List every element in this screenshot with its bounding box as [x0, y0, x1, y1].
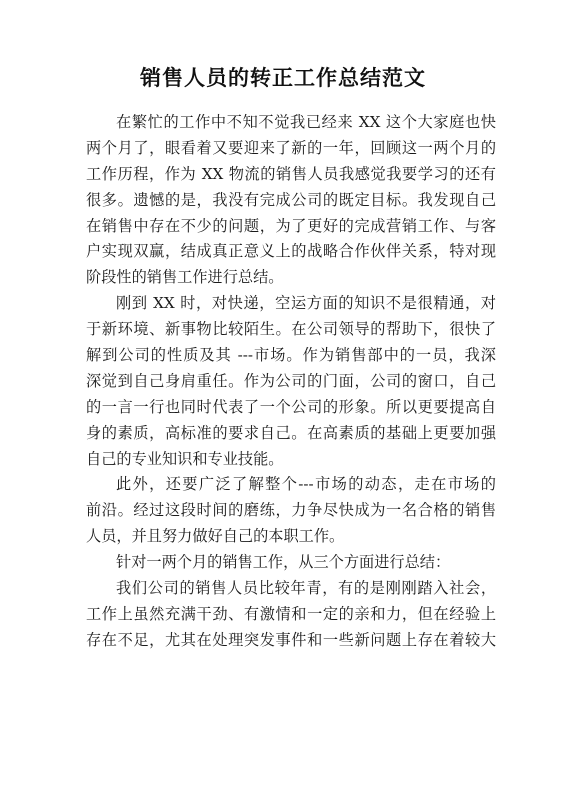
text-line: 在销售中存在不少的问题，为了更好的完成营销工作、与客	[86, 216, 496, 235]
text-line: 刚到 XX 时，对快递，空运方面的知识不是很精通，对	[116, 294, 496, 313]
paragraph-3	[86, 472, 496, 550]
text-line: 于新环境、新事物比较陌生。在公司领导的帮助下，很快了	[86, 320, 496, 339]
text-line: 阶段性的销售工作进行总结。	[86, 268, 284, 287]
text-line: 工作历程，作为 XX 物流的销售人员我感觉我要学习的还有	[86, 164, 496, 183]
text-line: 两个月了，眼看着又要迎来了新的一年，回顾这一两个月的	[86, 138, 496, 157]
paragraph-2	[86, 291, 496, 472]
text-line: 针对一两个月的销售工作，从三个方面进行总结：	[116, 553, 451, 572]
text-line: 我们公司的销售人员比较年青，有的是刚刚踏入社会，	[116, 579, 496, 598]
text-line: 自己的专业知识和专业技能。	[86, 449, 284, 468]
text-line: 工作上虽然充满干劲、有激情和一定的亲和力，但在经验上	[86, 604, 496, 623]
text-line: 身的素质，高标准的要求自己。在高素质的基础上更要加强	[86, 423, 496, 442]
document-title: 销售人员的转正工作总结范文	[140, 65, 426, 90]
text-line: 人员，并且努力做好自己的本职工作。	[86, 527, 345, 546]
document-body	[86, 110, 496, 654]
text-line: 前沿。经过这段时间的磨练，力争尽快成为一名合格的销售	[86, 501, 496, 520]
paragraph-5	[86, 576, 496, 654]
paragraph-1	[86, 110, 496, 291]
text-line: 存在不足，尤其在处理突发事件和一些新问题上存在着较大	[86, 630, 496, 649]
text-line: 此外，还要广泛了解整个---市场的动态，走在市场的	[116, 475, 496, 494]
paragraph-4	[86, 550, 496, 576]
text-line: 解到公司的性质及其 ---市场。作为销售部中的一员，我深	[86, 346, 496, 365]
text-line: 深觉到自己身肩重任。作为公司的门面，公司的窗口，自己	[86, 371, 496, 390]
text-line: 很多。遗憾的是，我没有完成公司的既定目标。我发现自己	[86, 190, 496, 209]
text-line: 的一言一行也同时代表了一个公司的形象。所以更要提高自	[86, 397, 496, 416]
text-line: 户实现双赢，结成真正意义上的战略合作伙伴关系，特对现	[86, 242, 496, 261]
text-line: 在繁忙的工作中不知不觉我已经来 XX 这个大家庭也快	[116, 113, 496, 131]
